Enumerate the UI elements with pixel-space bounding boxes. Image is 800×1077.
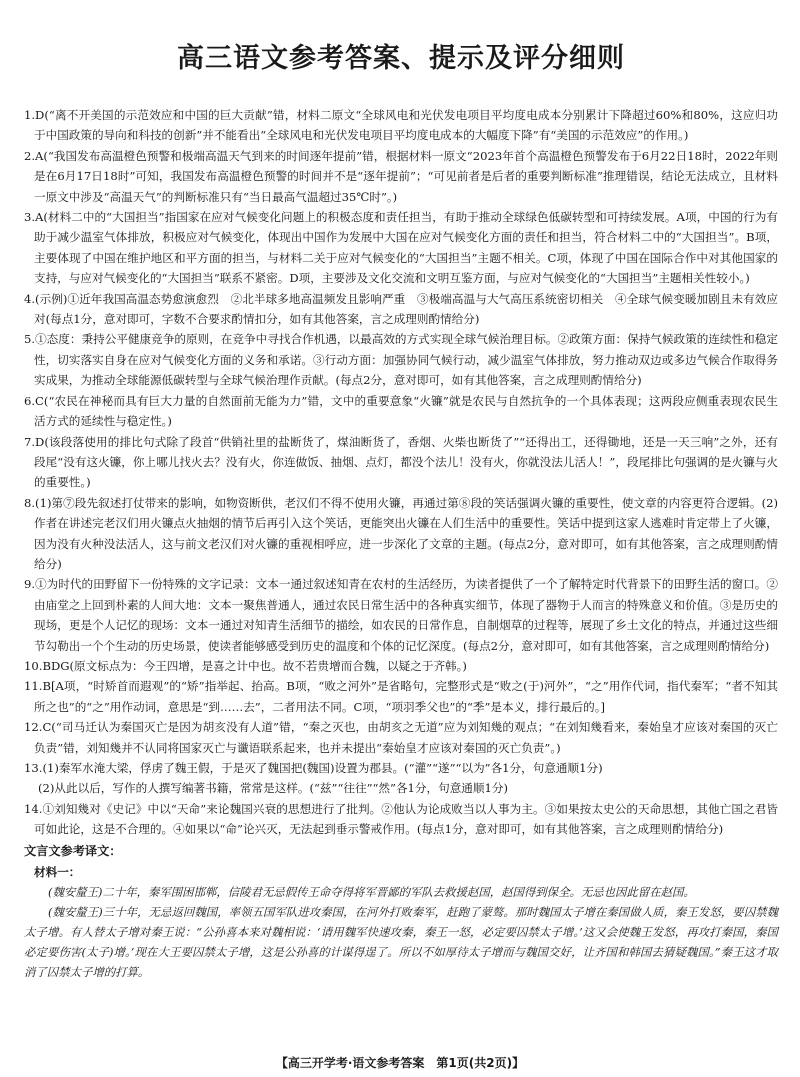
answer-item-7: 7.D(该段落使用的排比句式除了段首“供销社里的盐断货了，煤油断货了，香烟、火柴也断货了”“还得出工，还得锄地，还是一天三响”之外，还有段尾“没有这火镰，你上哪儿找火去？没有火，你连做饭、抽烟、点灯，都没个法儿！没有火，你就没法儿活人！”，段尾排比句强调的是火镰与火的重要性。) bbox=[24, 434, 778, 490]
answer-list bbox=[24, 105, 778, 840]
answer-item-2: 2.A(“我国发布高温橙色预警和极端高温天气到来的时间逐年提前”错，根据材料一原文“2023年首个高温橙色预警发布于6月22日18时，2022年则是在6月17日18时”可知，我国发布高温橙色预警的时间并不是“逐年提前”；“可见前者是后者的重要判断标准”推理错误，结论无法成立，且材料一原文中涉及“高温天气”的判断标准只有“当日最高气温超过35℃时”。) bbox=[24, 148, 778, 204]
answer-item-1: 1.D(“离不开美国的示范效应和中国的巨大贡献”错，材料二原文“全球风电和光伏发电项目平均度电成本分别累计下降超过60%和80%，这应归功于中国政策的导向和科技的创新”并不能看出“全球风电和光伏发电项目平均度电成本的大幅度下降”有“美国的示范效应”的作用。) bbox=[24, 108, 778, 143]
answer-item-4: 4.(示例)①近年我国高温态势愈演愈烈 ②北半球多地高温频发且影响严重 ③极端高温与大气高压系统密切相关 ④全球气候变暖加剧且未有效应对(每点1分，意对即可，字数不合要求酌情扣分，如有其他答案，言之成理则酌情给分) bbox=[24, 291, 778, 327]
answer-item-9: 9.①为时代的田野留下一份特殊的文字记录：文本一通过叙述知青在农村的生活经历，为读者提供了一个了解特定时代背景下的田野生活的窗口。②由庙堂之上回到朴素的人间大地：文本一聚焦普通人，通过农民日常生活中的各种真实细节，体现了器物于人而言的特殊意义和价值。③是历史的现场，更是个人记忆的现场：文本一通过对知青生活细节的描绘，如农民的日常作息，自制烟草的过程等，展现了乡土文化的特点，并通过这些细节勾勒出一个个生动的历史场景，使读者能够感受到历史的温度和个体的记忆深度。(每点2分，意对即可，如有其他答案，言之成理则酌情给分) bbox=[24, 577, 778, 653]
answer-item-13-1: 13.(1)秦军水淹大梁，俘虏了魏王假，于是灭了魏国把(魏国)设置为郡县。(“灌”“遂”“以为”各1分，句意通顺1分) bbox=[24, 761, 603, 775]
answer-item-13-2: (2)从此以后，写作的人撰写编著书籍，常常是这样。(“兹”“往往”“然”各1分，句意通顺1分) bbox=[38, 781, 508, 796]
page-title: 高三语文参考答案、提示及评分细则 bbox=[177, 43, 625, 74]
material-title: 材料一： bbox=[34, 864, 81, 879]
answer-item-5: 5.①态度：秉持公平健康竞争的原则，在竞争中寻找合作机遇，以最高效的方式实现全球气候治理目标。②政策方面：保持气候政策的连续性和稳定性，切实落实自身在应对气候变化方面的义务和承诺。③行动方面：加强协同气候行动，减少温室气体排放，努力推动双边或多边气候合作取得务实成果，为推动全球能源低碳转型与全球气候治理作贡献。(每点2分，意对即可，如有其他答案，言之成理则酌情给分) bbox=[24, 332, 778, 388]
answer-item-8: 8.(1)第⑦段先叙述打仗带来的影响，如物资断供，老汉们不得不使用火镰，再通过第⑧段的笑话强调火镰的重要性，使文章的内容更符合逻辑。(2)作者在讲述完老汉们用火镰点火抽烟的情节后再引入这个笑话，更能突出火镰在人们生活中的重要性。笑话中提到这家人逃难时肯定带上了火镰，因为没有火种没法活人，这与前文老汉们对火镰的重视相呼应，进一步深化了文章的主题。(每点2分，意对即可，如有其他答案，言之成理则酌情给分) bbox=[24, 495, 778, 571]
answer-item-3: 3.A(材料二中的“大国担当”指国家在应对气候变化问题上的积极态度和责任担当，有助于推动全球绿色低碳转型和可持续发展。A项，中国的行为有助于减少温室气体排放，积极应对气候变化，体现出中国作为发展中大国在应对气候变化方面的责任和担当，符合材料二中的“大国担当”。B项，主要体现了中国在维护地区和平方面的担当，与材料二关于应对气候变化的“大国担当”主题不相关。C项，体现了中国在国际合作中对其他国家的支持，与应对气候变化的“大国担当”联系不紧密。D项，主要涉及文化交流和文明互鉴方面，与应对气候变化的“大国担当”主题相关性较小。) bbox=[24, 210, 778, 286]
page-footer: 【高三开学考·语文参考答案 第1页(共2页)】 bbox=[275, 1056, 525, 1070]
answer-item-12: 12.C(“司马迁认为秦国灭亡是因为胡亥没有人道”错，“秦之灭也，由胡亥之无道”应为刘知幾的观点；“在刘知幾看来，秦始皇才应该对秦国的灭亡负责”错，刘知幾并不认同将国家灭亡与谶语联系起来，也并未提出“秦始皇才应该对秦国的灭亡负责”。) bbox=[24, 720, 778, 755]
answer-item-14: 14.①刘知幾对《史记》中以“天命”来论魏国兴衰的思想进行了批判。②他认为论成败当以人事为主。③如果按太史公的天命思想，其他亡国之君皆可如此论，这是不合理的。④如果以“命”论兴灭，无法起到垂示警戒作用。(每点1分，意对即可，如有其他答案，言之成理则酌情给分) bbox=[24, 801, 778, 837]
translation-paragraph-2: (魏安釐王)三十年，无忌返回魏国，率领五国军队进攻秦国，在河外打败秦军，赶跑了蒙骜。那时魏国太子增在秦国做人质，秦王发怒，要囚禁魏太子增。有人替太子增对秦王说：“公孙喜本来对魏相说：‘请用魏军快速攻秦，秦王一怒，必定要囚禁太子增。’这又会使魏王发怒，再攻打秦国，秦国必定要伤害(太子)增。’现在大王要囚禁太子增，这是公孙喜的计谋得逞了。所以不如厚待太子增而与魏国交好，让齐国和韩国去猜疑魏国。”秦王这才取消了囚禁太子增的打算。 bbox=[24, 904, 778, 979]
answer-item-10: 10.BDG(原文标点为：今王四增，是喜之计中也。故不若贵增而合魏，以疑之于齐韩。) bbox=[24, 658, 467, 673]
translation-paragraph-1: (魏安釐王)二十年，秦军围困邯郸，信陵君无忌假传王命夺得将军晋鄙的军队去救援赵国，赵国得到保全。无忌也因此留在赵国。 bbox=[48, 884, 695, 899]
answer-item-6: 6.C(“农民在神秘而具有巨大力量的自然面前无能为力”错，文中的重要意象“火镰”就是农民与自然抗争的一个具体表现；这两段应侧重表现农民生活方式的延续性与稳定性。) bbox=[24, 393, 778, 429]
translation-heading: 文言文参考译文： bbox=[24, 843, 122, 858]
answer-item-11: 11.B[A项，“时矫首而遐观”的“矫”指举起、抬高。B项，“败之河外”是省略句，完整形式是“败之(于)河外”，“之”用作代词，指代秦军；“者不知其所之也”的“之”用作动词，意思是“到……去”，二者用法不同。C项，“项羽季父也”的“季”是本义，排行最后的。] bbox=[24, 679, 778, 714]
